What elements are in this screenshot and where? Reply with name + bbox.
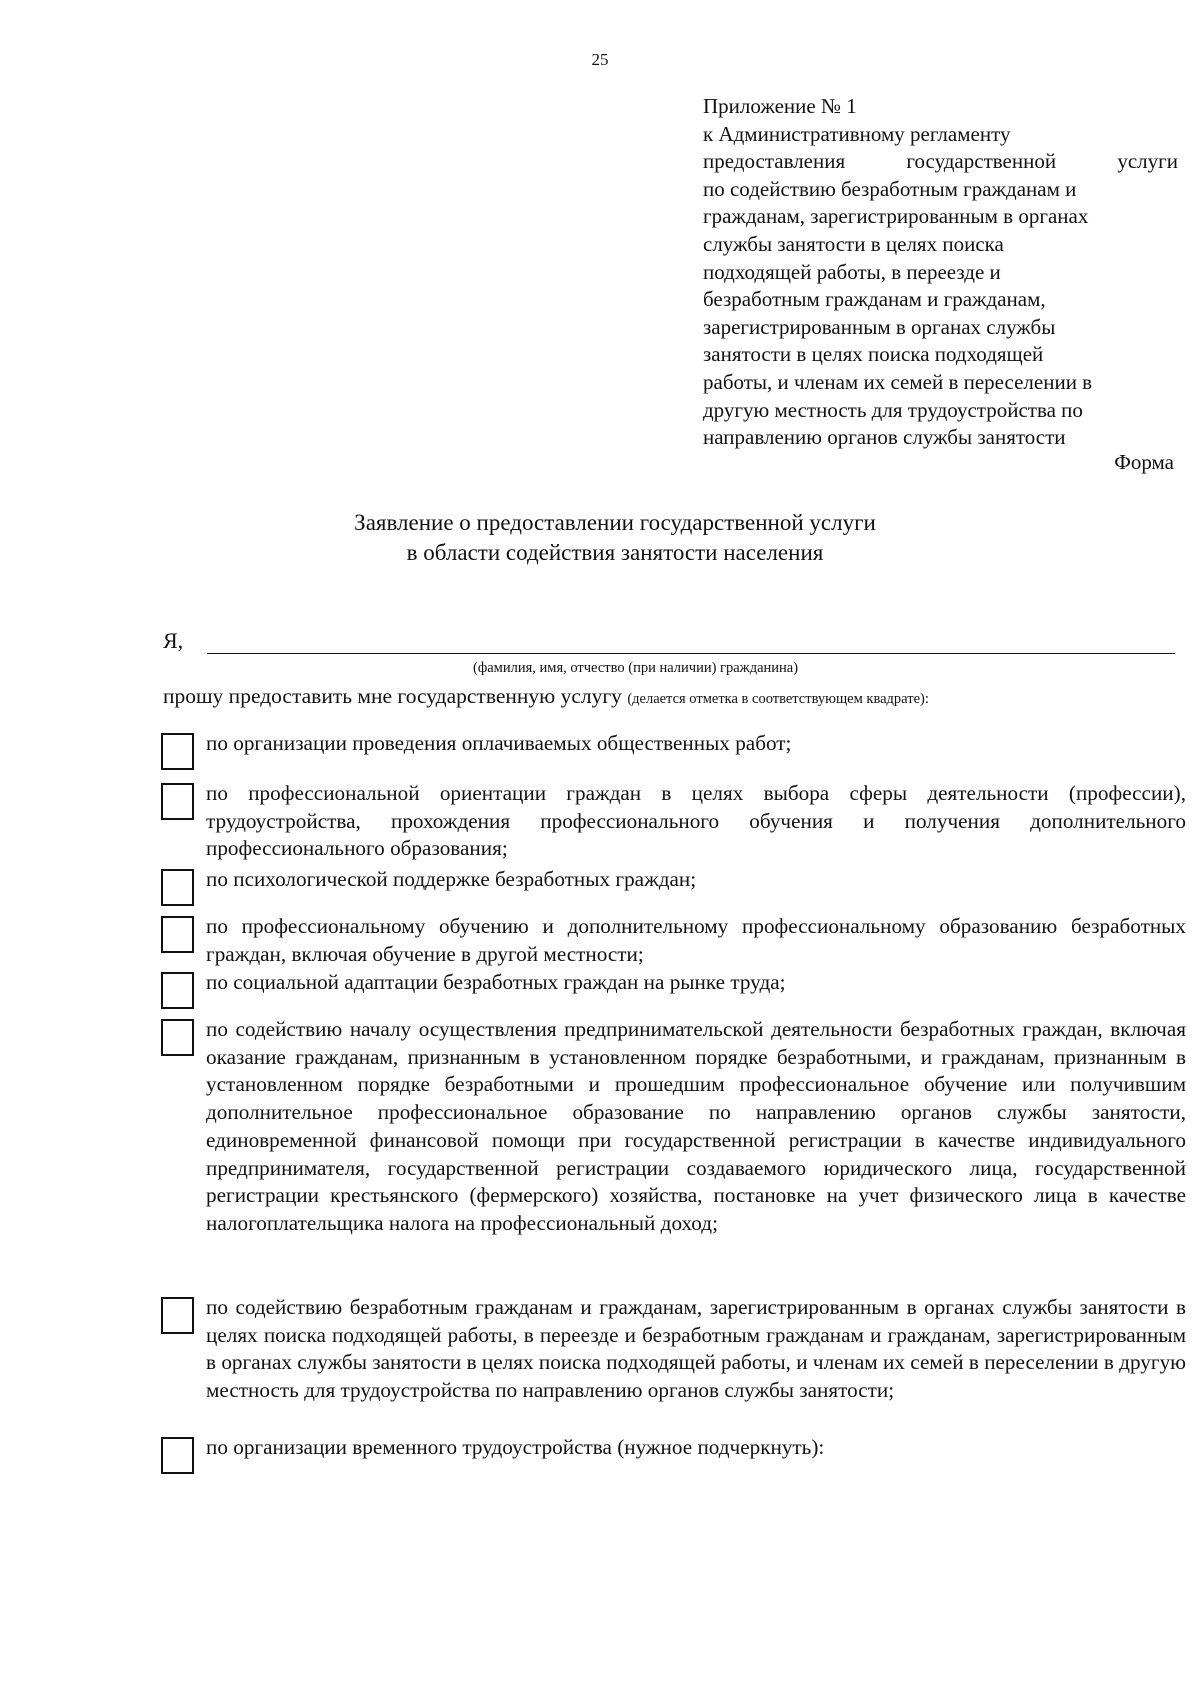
request-note: (делается отметка в соответствующем квадрате): xyxy=(627,691,929,707)
service-option-text: по профессиональному обучению и дополнительному профессиональному образованию безработных граждан, включая обучение в другой местности; xyxy=(206,914,1186,966)
service-option xyxy=(161,866,1186,894)
document-title xyxy=(0,508,1200,568)
service-checkbox[interactable] xyxy=(161,1297,194,1334)
appendix-line: занятости в целях поиска подходящей xyxy=(703,342,1044,367)
service-option xyxy=(161,1434,1186,1462)
service-checkbox[interactable] xyxy=(161,972,194,1009)
service-option-text: по организации временного трудоустройства (нужное подчеркнуть): xyxy=(206,1435,825,1459)
appendix-line: службы занятости в целях поиска xyxy=(703,231,1004,256)
appendix-line: предоставления государственной услуги xyxy=(703,149,1178,174)
service-option xyxy=(161,780,1186,863)
service-option xyxy=(161,730,1186,758)
service-option xyxy=(161,913,1186,968)
applicant-name-caption: (фамилия, имя, отчество (при наличии) гражданина) xyxy=(473,660,799,676)
applicant-name-field[interactable] xyxy=(207,653,1175,654)
service-option-text: по профессиональной ориентации граждан в целях выбора сферы деятельности (профессии), трудоустройства, прохождения профессионального обучения и получения дополнительного профессионального образования; xyxy=(206,781,1186,861)
form-label: Форма xyxy=(1114,450,1174,474)
service-option-text: по психологической поддержке безработных граждан; xyxy=(206,867,697,891)
appendix-line: по содействию безработным гражданам и xyxy=(703,176,1077,201)
service-checkbox[interactable] xyxy=(161,869,194,906)
appendix-line: Приложение № 1 xyxy=(703,94,857,118)
service-checkbox[interactable] xyxy=(161,916,194,953)
appendix-line: зарегистрированным в органах службы xyxy=(703,314,1056,339)
appendix-line: безработным гражданам и гражданам, xyxy=(703,287,1046,312)
service-checkbox[interactable] xyxy=(161,783,194,820)
appendix-block xyxy=(703,93,1178,452)
service-option xyxy=(161,1294,1186,1405)
appendix-line: другую местность для трудоустройства по xyxy=(703,397,1083,422)
service-option-text: по содействию безработным гражданам и гражданам, зарегистрированным в органах службы занятости в целях поиска подходящей работы, в переезде и безработным гражданам и гражданам, зарегистрированным в органах службы занятости в целях поиска подходящей работы, и членам их семей в переселении в другую местность для трудоустройства по направлению органов службы занятости; xyxy=(206,1295,1186,1403)
service-option-text: по содействию началу осуществления предпринимательской деятельности безработных граждан, включая оказание гражданам, признанным в установленном порядке безработными, и гражданам, признанным в установленном порядке безработными и прошедшим профессиональное обучение или получившим дополнительное профессиональное образование по направлению органов службы занятости, единовременной финансовой помощи при государственной регистрации в качестве индивидуального предпринимателя, государственной регистрации создаваемого юридического лица, государственной регистрации крестьянского (фермерского) хозяйства, постановке на учет физического лица в качестве налогоплательщика налога на профессиональный доход; xyxy=(206,1017,1186,1235)
request-line xyxy=(163,684,929,709)
appendix-line: работы, и членам их семей в переселении в xyxy=(703,369,1093,394)
appendix-line: гражданам, зарегистрированным в органах xyxy=(703,204,1089,229)
service-checkbox[interactable] xyxy=(161,1019,194,1056)
title-line-1: Заявление о предоставлении государственной услуги xyxy=(354,510,876,535)
page-number: 25 xyxy=(591,50,609,69)
service-checkbox[interactable] xyxy=(161,1437,194,1474)
service-option-text: по социальной адаптации безработных граждан на рынке труда; xyxy=(206,970,786,994)
title-line-2: в области содействия занятости населения xyxy=(406,540,824,565)
appendix-line: подходящей работы, в переезде и xyxy=(703,259,1001,284)
appendix-line: направлению органов службы занятости xyxy=(703,425,1066,450)
service-option xyxy=(161,1016,1186,1238)
service-checkbox[interactable] xyxy=(161,733,194,770)
appendix-line: к Административному регламенту xyxy=(703,121,1011,146)
service-option xyxy=(161,969,1186,997)
applicant-prefix: Я, xyxy=(163,628,184,653)
service-option-text: по организации проведения оплачиваемых общественных работ; xyxy=(206,731,792,755)
request-text: прошу предоставить мне государственную услугу xyxy=(163,684,622,708)
